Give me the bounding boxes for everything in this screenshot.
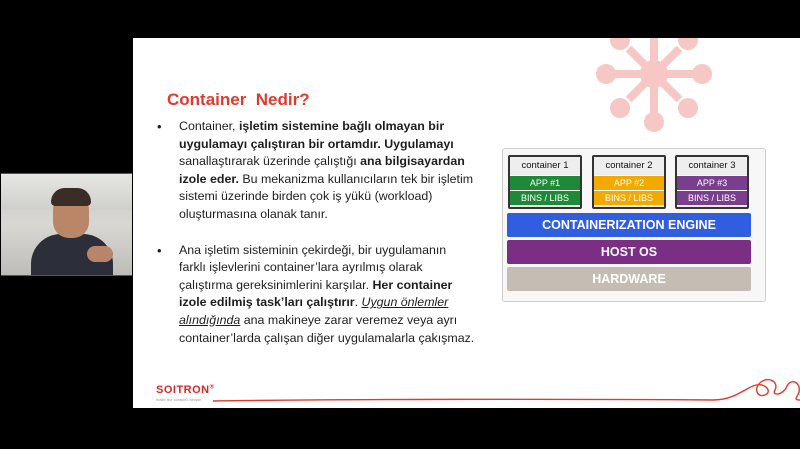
bullet-bold-text: ana bilgisayardan izole eder. (179, 154, 465, 186)
container-box-3 (675, 155, 749, 209)
container-architecture-diagram (502, 148, 766, 302)
container-bins: BINS / LIBS (677, 190, 747, 205)
decorative-flower-icon (589, 38, 719, 134)
bullet-text: Bu mekanizma kullanıcıların tek bir işletim sistemi üzerinde birden çok iş yükü (workload) oluşturmasına olanak tanır. (179, 171, 474, 221)
presentation-slide (133, 38, 800, 408)
bullet-list (155, 118, 475, 347)
container-app: APP #1 (510, 175, 580, 190)
bullet-text: sanallaştırarak üzerinde çalıştığı (179, 154, 361, 169)
presenter-panel (0, 0, 133, 449)
soitron-logo: SOITRON® (156, 384, 215, 396)
bullet-text: Container, (179, 119, 239, 133)
container-app: APP #2 (594, 175, 664, 190)
slide-title: Container Nedir? (167, 90, 310, 109)
hardware-layer: HARDWARE (507, 267, 751, 291)
container-box-1 (508, 155, 582, 209)
containerization-engine-layer: CONTAINERIZATION ENGINE (507, 213, 751, 237)
bullet-text: Ana işletim sisteminin çekirdeği, bir uygulamanın farklı işlevlerini container’lara ayrılmış olarak çalıştırma gereksinimlerini karşılar. (179, 242, 447, 292)
bullet-underlined-text: Uygun önlemler alındığında (179, 295, 449, 327)
bullet-text: ana makineye zarar veremez veya ayrı container’larda çalışan diğer uygulamalarla çakışmaz. (179, 312, 475, 345)
container-bins: BINS / LIBS (510, 190, 580, 205)
logo-tagline: make the complex simple (156, 397, 202, 402)
container-bins: BINS / LIBS (594, 190, 664, 205)
bullet-bold-text: işletim sistemine bağlı olmayan bir uygulamayı çalıştıran bir ortamdır. Uygulamayı (179, 119, 454, 151)
host-os-layer: HOST OS (507, 240, 751, 264)
presenter-hair (51, 188, 91, 206)
container-name: container 3 (688, 160, 736, 171)
bullet-bold-text: Her container izole edilmiş task’ları çalıştırır (179, 277, 453, 310)
decorative-wave-line (133, 368, 800, 408)
bullet-item (155, 242, 475, 348)
container-name: container 1 (521, 160, 569, 171)
container-name: container 2 (605, 160, 653, 171)
bullet-item (155, 118, 475, 224)
presenter-hand (87, 246, 113, 262)
bullet-text: . (354, 295, 362, 310)
presenter-video (1, 173, 132, 276)
container-app: APP #3 (677, 175, 747, 190)
container-box-2 (592, 155, 666, 209)
